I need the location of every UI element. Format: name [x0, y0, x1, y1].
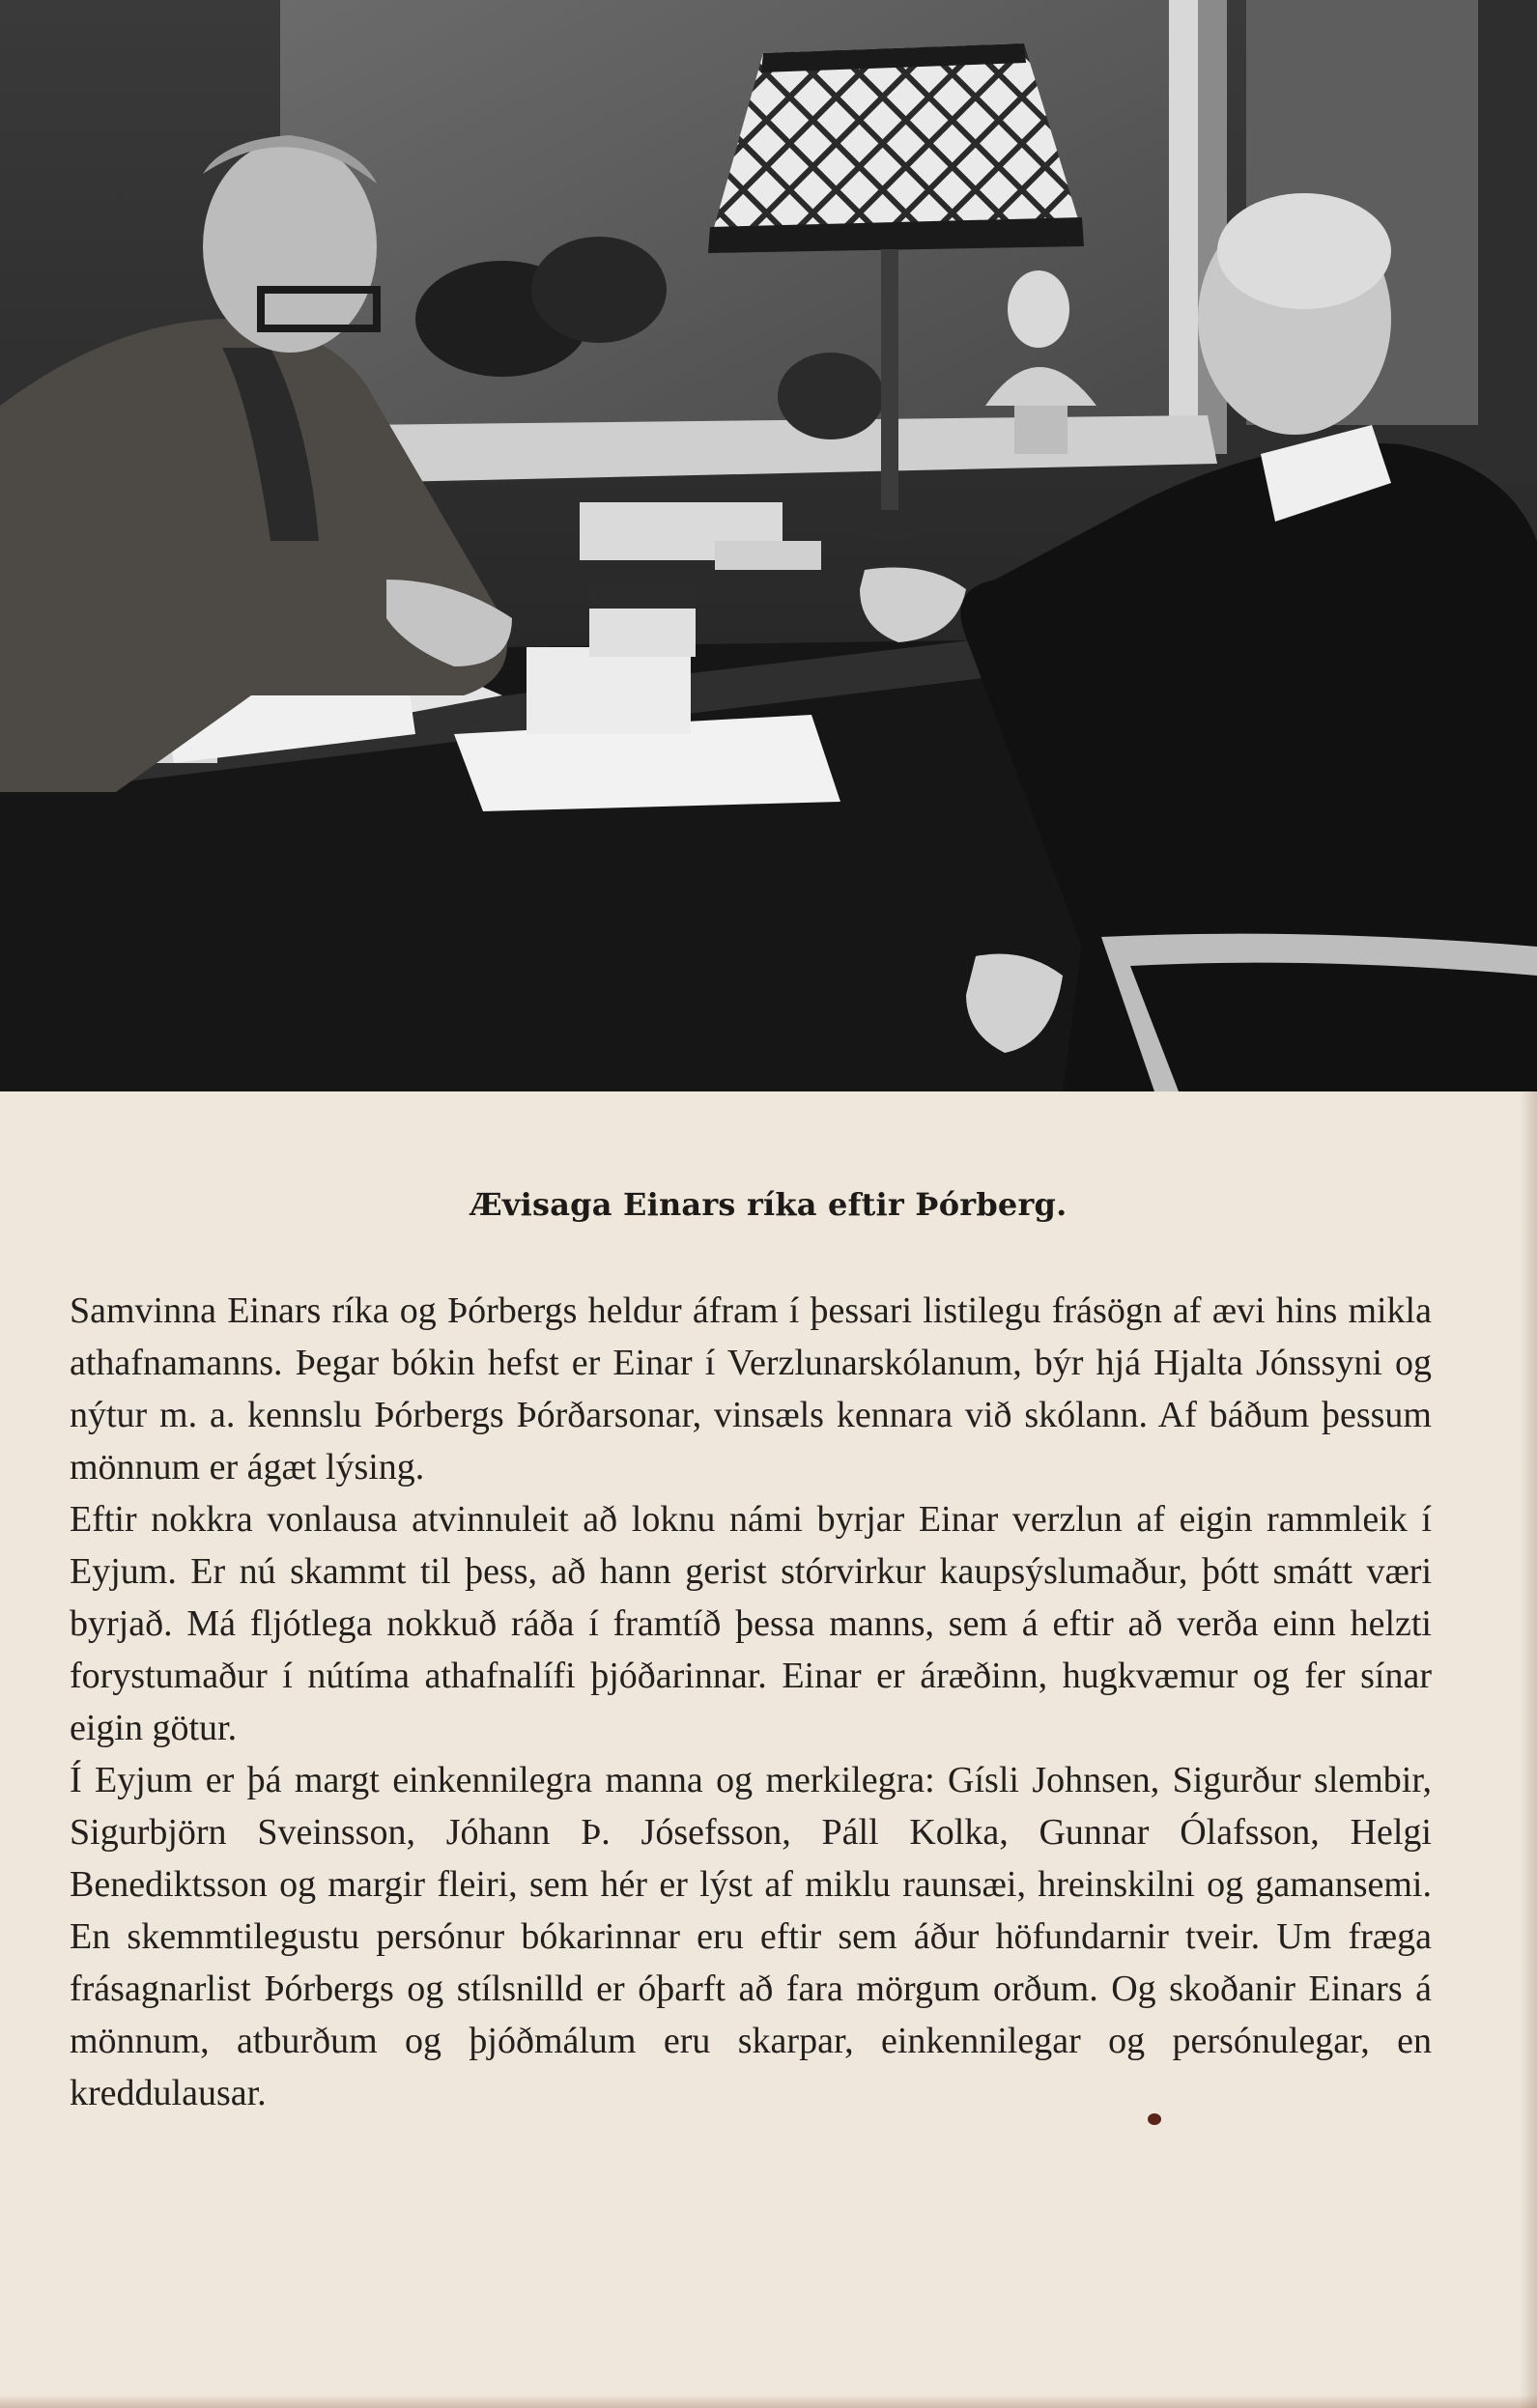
paper-edge-shadow [1520, 1091, 1537, 2408]
photo-illustration [0, 0, 1537, 1091]
paper-bottom-edge [0, 2394, 1537, 2408]
blurb-paragraph: Eftir nokkra vonlausa atvinnuleit að loknu námi byrjar Einar verzlun af eigin rammleik í Eyjum. Er nú skammt til þess, að hann gerist stórvirkur kaupsýslumaður, þótt smátt væri byrjað. Má fljótlega nokkuð ráða í framtíð þessa manns, sem á eftir að verða einn helzti forystumaður í nútíma athafnalífi þjóðarinnar. Einar er áræðinn, hugkvæmur og fer sínar eigin götur. [70, 1499, 1432, 1748]
blurb-paragraph: Samvinna Einars ríka og Þórbergs heldur áfram í þessari listilegu frásögn af ævi hins mikla athafnamanns. Þegar bókin hefst er Einar í Verzlunarskólanum, býr hjá Hjalta Jónssyni og nýtur m. a. kennslu Þórbergs Þórðarsonar, vinsæls kennara við skólann. Af báðum þessum mönnum er ágæt lýsing. [70, 1290, 1432, 1487]
cover-photograph [0, 0, 1537, 1091]
blurb-text [70, 1285, 1432, 2119]
ink-spot [1148, 2113, 1161, 2125]
blurb-paragraph: Í Eyjum er þá margt einkennilegra manna og merkilegra: Gísli Johnsen, Sigurður slembir, Sigurbjörn Sveinsson, Jóhann Þ. Jósefsson, Páll Kolka, Gunnar Ólafsson, Helgi Benediktsson og margir fleiri, sem hér er lýst af miklu raunsæi, hreinskilni og gamansemi. En skemmtilegustu persónur bókarinnar eru eftir sem áður höfundarnir tveir. Um fræga frásagnarlist Þórbergs og stílsnilld er óþarft að fara mörgum orðum. Og skoðanir Einars á mönnum, atburðum og þjóðmálum eru skarpar, einkennilegar og persónulegar, en kreddulausar. [70, 1760, 1432, 2113]
book-title: Ævisaga Einars ríka eftir Þórberg. [470, 1186, 1067, 1223]
